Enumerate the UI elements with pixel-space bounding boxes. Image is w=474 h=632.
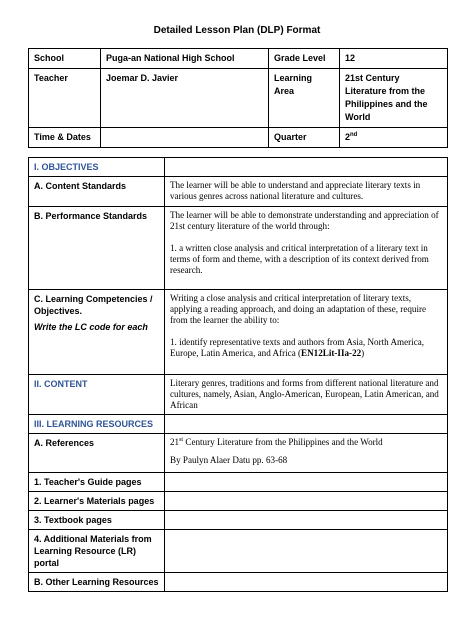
section-objectives: I. OBJECTIVES	[29, 158, 165, 177]
teacher-label: Teacher	[29, 69, 101, 128]
learners-materials-label: 2. Learner's Materials pages	[29, 492, 165, 511]
learning-resources-value	[165, 415, 448, 434]
time-dates-value	[101, 128, 269, 148]
performance-standards-item: 1. a written close analysis and critical interpretation of a literary text in terms of form and theme, with a description of its context derived from research.	[170, 243, 429, 275]
content-standards-row	[29, 177, 448, 207]
content-text: Literary genres, traditions and forms from different national literature and cultures, namely, Asian, Anglo-American, European, Latin American, and African	[165, 375, 448, 415]
teacher-value: Joemar D. Javier	[101, 69, 269, 128]
textbook-value	[165, 511, 448, 530]
section-learning-resources: III. LEARNING RESOURCES	[29, 415, 165, 434]
additional-materials-value	[165, 530, 448, 573]
performance-standards-label: B. Performance Standards	[29, 207, 165, 290]
grade-level-value: 12	[340, 49, 448, 69]
references-title: 21st Century Literature from the Philippines and the World	[170, 436, 383, 447]
learners-materials-value	[165, 492, 448, 511]
quarter-suffix: nd	[350, 132, 358, 138]
additional-materials-row	[29, 530, 448, 573]
learning-area-label: Learning Area	[269, 69, 340, 128]
performance-standards-row	[29, 207, 448, 290]
learning-resources-row	[29, 415, 448, 434]
section-content: II. CONTENT	[29, 375, 165, 415]
header-row-school	[29, 49, 448, 69]
teachers-guide-row	[29, 473, 448, 492]
performance-standards-text: The learner will be able to demonstrate understanding and appreciation of 21st century literature of the world through:	[170, 210, 439, 231]
other-resources-value	[165, 573, 448, 592]
references-author: By Paulyn Alaer Datu pp. 63-68	[170, 455, 288, 465]
references-row	[29, 434, 448, 473]
content-standards-label: A. Content Standards	[29, 177, 165, 207]
learning-competencies-text-cell	[165, 290, 448, 375]
content-standards-text: The learner will be able to understand and appreciate literary texts in various genres across national literature and cultures.	[165, 177, 448, 207]
content-row	[29, 375, 448, 415]
time-dates-label: Time & Dates	[29, 128, 101, 148]
lc-code-note: Write the LC code for each	[34, 322, 148, 332]
other-resources-label: B. Other Learning Resources	[29, 573, 165, 592]
textbook-row	[29, 511, 448, 530]
performance-standards-cell	[165, 207, 448, 290]
header-table	[28, 48, 448, 148]
learning-competencies-text: Writing a close analysis and critical interpretation of literary texts, applying a reading approach, and doing an adaptation of these, require from the learner the ability to:	[170, 293, 427, 325]
quarter-number: 2	[345, 132, 351, 142]
objectives-row	[29, 158, 448, 177]
textbook-label: 3. Textbook pages	[29, 511, 165, 530]
lc-code: EN12Lit-IIa-22	[301, 348, 362, 358]
header-row-teacher	[29, 69, 448, 128]
references-cell	[165, 434, 448, 473]
lesson-plan-table	[28, 157, 448, 592]
learning-area-value: 21st Century Literature from the Philippines and the World	[340, 69, 448, 128]
school-value: Puga-an National High School	[101, 49, 269, 69]
quarter-label: Quarter	[269, 128, 340, 148]
learning-competencies-cell	[29, 290, 165, 375]
teachers-guide-label: 1. Teacher's Guide pages	[29, 473, 165, 492]
learning-competencies-item: 1. identify representative texts and authors from Asia, North America, Europe, Latin America, and Africa (EN12Lit-IIa-22)	[170, 337, 425, 358]
header-row-time	[29, 128, 448, 148]
grade-level-label: Grade Level	[269, 49, 340, 69]
document-title: Detailed Lesson Plan (DLP) Format	[153, 25, 321, 36]
school-label: School	[29, 49, 101, 69]
objectives-value	[165, 158, 448, 177]
learners-materials-row	[29, 492, 448, 511]
other-resources-row	[29, 573, 448, 592]
teachers-guide-value	[165, 473, 448, 492]
additional-materials-label: 4. Additional Materials from Learning Resource (LR) portal	[29, 530, 165, 573]
quarter-value	[340, 128, 448, 148]
learning-competencies-label: C. Learning Competencies / Objectives.	[34, 294, 153, 316]
references-label: A. References	[29, 434, 165, 473]
learning-competencies-row	[29, 290, 448, 375]
